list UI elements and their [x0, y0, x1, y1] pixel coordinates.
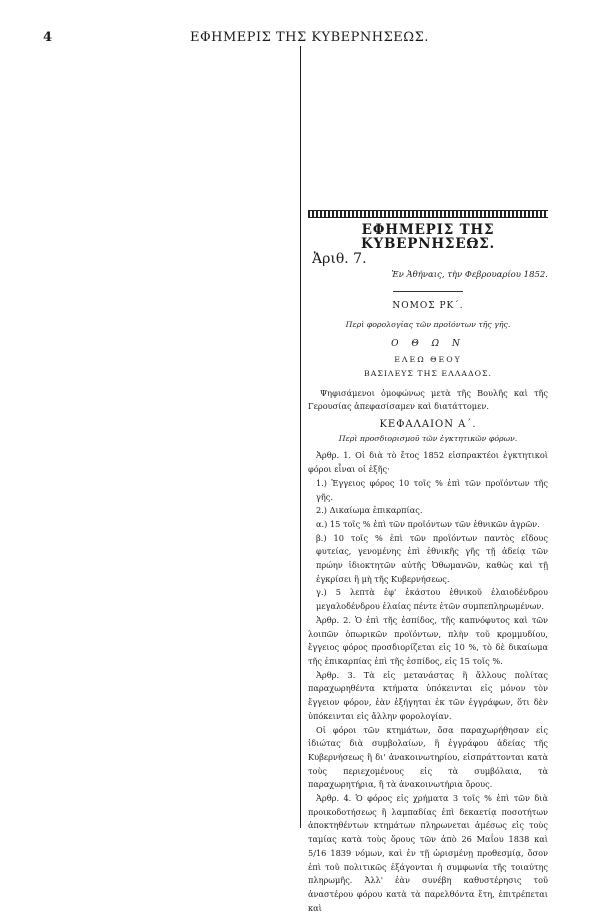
- paragraph: Ἀρθρ. 2. Ὁ ἐπὶ τῆς ἐσπίδος, τῆς καπνόφυτος καὶ τῶν λοιπῶν ὁπωρικῶν προϊόντων, πλὴν τοῦ κρομμυδίου, ἔγγειος φόρος προσδιορίζεται εἰς 10 %, τὸ δὲ δικαίωμα τῆς ἐπικαρπίας ἐπὶ τῆς ἐσπίδος, εἰς 15 τοῖς %.: [308, 614, 548, 666]
- paragraph: Ἀρθρ. 3. Τὰ εἰς μετανάστας ἢ ἄλλους πολίτας παραχωρηθέντα κτήματα ὑπόκεινται εἰς μόνον τὸν ἔγγειον φόρον, ἐὰν ἐξήγηται ἐκ τῶν ἐγγράφων, ὅτι δὲν ὑπόκεινται εἰς ἄλλην φορολογίαν.: [308, 669, 548, 721]
- dateline: Ἐν Ἀθήναις, τὴν Φεβρουαρίου 1852.: [391, 270, 548, 281]
- divider: [393, 291, 463, 292]
- ornamental-band: [308, 210, 548, 218]
- issue-number: Ἀριθ. 7.: [312, 251, 367, 268]
- decree-text: Ψηφισάμενοι ὁμοφώνως μετὰ τῆς Βουλῆς καὶ τῆς Γερουσίας ἀπεφασίσαμεν καὶ διατάττομεν.: [308, 387, 548, 412]
- running-title: ΕΦΗΜΕΡΙΣ ΤΗΣ ΚΥΒΕΡΝΗΣΕΩΣ.: [190, 30, 429, 45]
- paragraph: Οἱ φόροι τῶν κτημάτων, ὅσα παραχωρήθησαν εἰς ἰδιώτας διὰ συμβολαίων, ἢ ἐγγράφου ἀδείας τῆς Κυβερνήσεως ἢ δι' ἀνακοινωτηρίου, εἰσπράττονται κατὰ τοὺς περιεχομένους εἰς τὰ συμβόλαια, τὰ παραχωρητήρια, ἢ τὰ ἀνακοινωτήρια ὅρους.: [308, 724, 548, 790]
- law-subject: Περὶ φορολογίας τῶν προϊόντων τῆς γῆς.: [345, 319, 511, 329]
- short-rule: [470, 241, 478, 242]
- paragraph: Ἀρθρ. 1. Οἱ διὰ τὸ ἔτος 1852 εἰσπρακτέοι ἐγκτητικοὶ φόροι εἶναι οἱ ἑξῆς·: [308, 450, 548, 475]
- list-item: γ.) 5 λεπτὰ ἐφ' ἑκάστου ἐθνικοῦ ἐλαιοδένδρου μεγαλοδένδρου ἐλαίας πέντε ἐτῶν συμπεπληρωμένων.: [316, 587, 548, 612]
- list-item: β.) 10 τοῖς % ἐπὶ τῶν προϊόντων παντὸς εἴδους φυτείας, γενομένης ἐπὶ ἐθνικῆς γῆς τῇ ἀδείᾳ τῶν πρώην ἰδιοκτητῶν αὐτῆς Ὀθωμανῶν, καθὼς καὶ τῇ ἐγκρίσει ἢ μὴ τῆς Κυβερνήσεως.: [316, 532, 548, 584]
- law-title: ΝΟΜΟΣ ΡΚ΄.: [392, 301, 464, 312]
- list-item: 1.) Ἐγγειος φόρος 10 τοῖς % ἐπὶ τῶν προϊόντων τῆς γῆς.: [316, 477, 548, 502]
- issue-number-block: [312, 253, 548, 273]
- king-name: Ο Θ Ω Ν: [391, 338, 465, 349]
- by-grace-line: ΕΛΕΩ ΘΕΟΥ: [394, 355, 462, 365]
- chapter-title: ΚΕΦΑΛΑΙΟΝ Α΄.: [379, 419, 477, 431]
- page-number: 4: [43, 30, 53, 45]
- article-column: [308, 210, 548, 915]
- list-item: 2.) Δικαίωμα ἐπικαρπίας.: [316, 505, 423, 516]
- chapter-subject: Περὶ προσδιορισμοῦ τῶν ἐγκτητικῶν φόρων.: [338, 433, 518, 443]
- paragraph: Ἀρθρ. 4. Ὁ φόρος εἰς χρήματα 3 τοῖς % ἐπὶ τῶν διὰ προικοδοτήσεως ἢ λαμπαδίας ἐπὶ δεκαετίᾳ ποσοτήτων ἀποκτηθέντων κτημάτων πληρωνεται ἀμέσως εἰς τοὺς ταμίας κατὰ τοὺς ὅρους τῶν ἀπὸ 26 Μαΐου 1838 καὶ 5/16 1839 νόμων, καὶ ἐν τῇ ὡρισμένῃ προθεσμίᾳ, ὅσον ἐπὶ τοῦ πολιτικῶς ἐξάγονται ἡ συμφωνία τῆς τοιαύτης πληρωμῆς. Ἀλλ' ἐὰν συνέβη καθυστέρησις τοῦ ἀναστέρου φόρου κατὰ τὰ παρελθόντα ἔτη, ἐπιτρέπεται καὶ: [308, 793, 548, 913]
- masthead: ΕΦΗΜΕΡΙΣ ΤΗΣ ΚΥΒΕΡΝΗΣΕΩΣ.: [360, 222, 495, 252]
- king-of-line: ΒΑΣΙΛΕΥΣ ΤΗΣ ΕΛΛΑΔΟΣ.: [363, 368, 492, 378]
- column-rule: [300, 58, 301, 828]
- list-item: α.) 15 τοῖς % ἐπὶ τῶν προϊόντων τῶν ἐθνικῶν ἀγρῶν.: [316, 518, 540, 529]
